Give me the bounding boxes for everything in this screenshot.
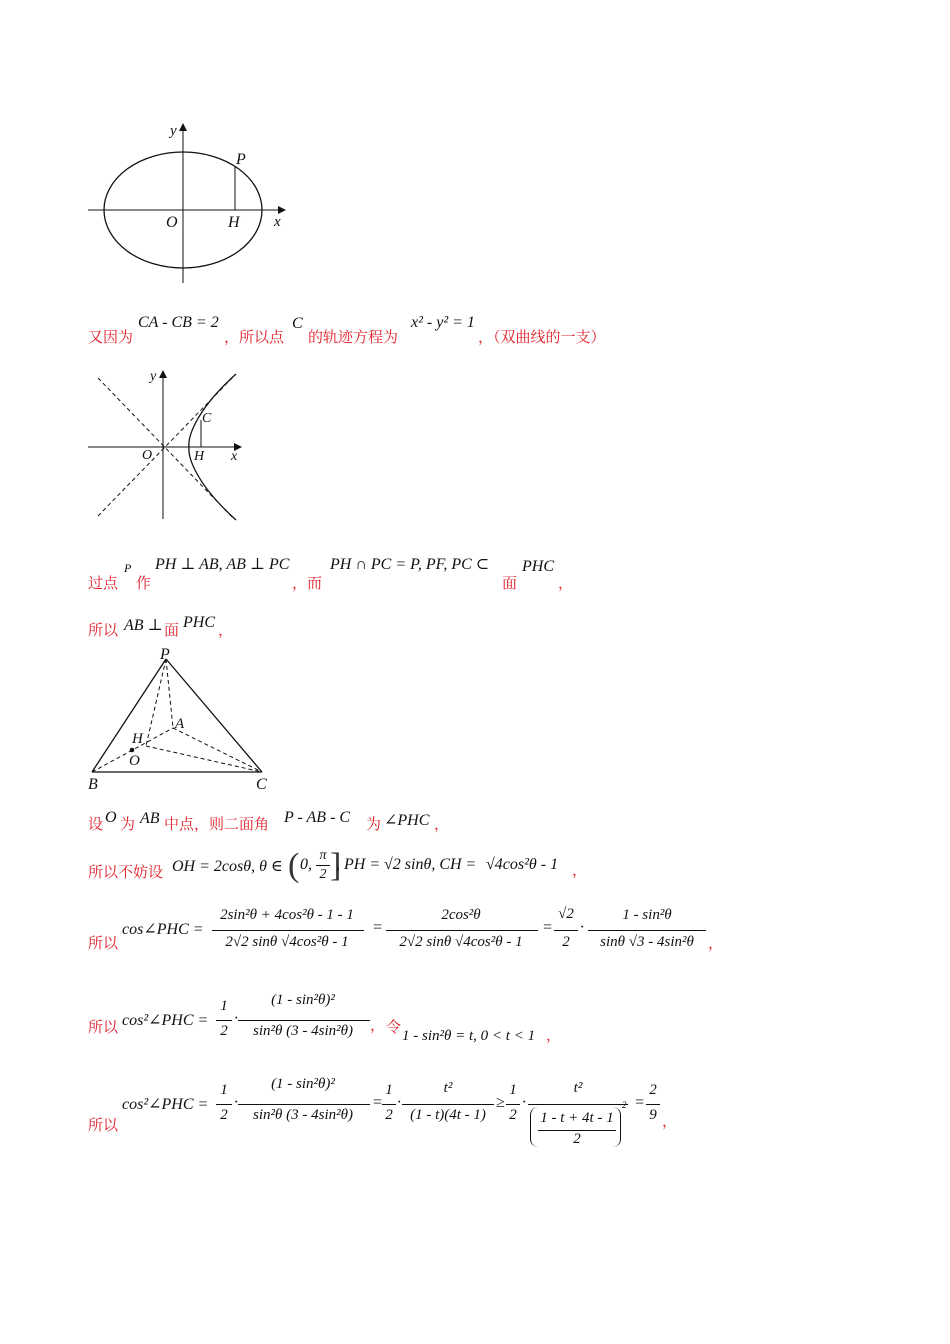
text-prefix: 又因为 xyxy=(88,328,134,346)
frac6-inner-numerator: 1 - t + 4t - 1 xyxy=(540,1110,614,1126)
math-dot3: · xyxy=(522,1094,526,1111)
text-er: ，而 xyxy=(292,574,323,592)
math-hyperbola: x² - y² = 1 xyxy=(411,314,475,331)
frac3-bar xyxy=(382,1104,396,1105)
frac3-denominator: 2 xyxy=(385,1107,393,1123)
math-oh: OH = 2cosθ, θ ∈ xyxy=(172,858,283,875)
frac3-bar xyxy=(554,930,578,931)
frac4-bar xyxy=(588,930,706,931)
math-lhs: cos²∠PHC = xyxy=(122,1012,209,1029)
frac5-bar xyxy=(506,1104,520,1105)
line-hyperbola-equation xyxy=(88,312,788,346)
math-lhs: cos²∠PHC = xyxy=(122,1096,209,1113)
frac1-numerator: 1 xyxy=(220,1082,228,1098)
frac2-bar xyxy=(238,1104,370,1105)
label-o: O xyxy=(166,214,178,231)
frac4-denominator: sinθ √3 - 4sin²θ xyxy=(600,934,694,950)
math-ab: AB xyxy=(140,810,160,827)
math-plane: PHC xyxy=(522,558,554,575)
frac7-denominator: 9 xyxy=(649,1107,657,1123)
text-tail: ， xyxy=(434,815,450,833)
math-dihedral: P - AB - C xyxy=(284,809,351,826)
frac2-numerator: (1 - sin²θ)² xyxy=(271,992,335,1008)
text-mid: 中点，则二面角 xyxy=(164,815,270,833)
label-p: P xyxy=(236,151,246,168)
text-prefix: 所以 xyxy=(88,621,119,639)
label-p: P xyxy=(160,646,170,663)
text-zuo: 作 xyxy=(136,574,152,592)
frac1-bar xyxy=(216,1104,232,1105)
frac3-numerator: √2 xyxy=(558,906,574,922)
frac4-denominator: (1 - t)(4t - 1) xyxy=(410,1107,486,1123)
text-prefix: 所以不妨设 xyxy=(88,863,164,881)
y-axis-arrow-icon xyxy=(159,370,167,378)
math-point-c: C xyxy=(292,315,303,332)
line-cos-phc xyxy=(88,902,788,958)
math-eq2: = xyxy=(372,919,383,936)
frac1-bar xyxy=(216,1020,232,1021)
frac7-numerator: 2 xyxy=(649,1082,657,1098)
text-wei: 为 xyxy=(120,815,136,833)
frac2-denominator: sin²θ (3 - 4sin²θ) xyxy=(253,1023,353,1039)
hyperbola-figure xyxy=(84,364,254,528)
label-b: B xyxy=(88,776,98,793)
line-dihedral-angle xyxy=(88,808,588,836)
frac1-numerator: 1 xyxy=(220,998,228,1014)
label-x: x xyxy=(274,214,281,230)
label-o: O xyxy=(129,753,140,769)
frac3-numerator: 1 xyxy=(385,1082,393,1098)
text-tail: ， xyxy=(708,934,724,952)
frac2-denominator: sin²θ (3 - 4sin²θ) xyxy=(253,1107,353,1123)
label-y: y xyxy=(150,369,157,384)
math-eq3: = xyxy=(634,1094,645,1111)
text-prefix: 过点 xyxy=(88,574,119,592)
frac2-denominator: 2√2 sinθ √4cos²θ - 1 xyxy=(399,934,523,950)
frac2-numerator: (1 - sin²θ)² xyxy=(271,1076,335,1092)
frac1-denominator: 2√2 sinθ √4cos²θ - 1 xyxy=(225,934,349,950)
interval-close-bracket: ] xyxy=(330,847,342,884)
ellipse-figure xyxy=(80,118,300,288)
frac6-bar xyxy=(528,1104,628,1105)
frac2-numerator: 2cos²θ xyxy=(441,907,481,923)
text-mid: ，所以点 xyxy=(224,328,285,346)
line-perpendicular xyxy=(88,552,788,590)
frac2-bar xyxy=(238,1020,370,1021)
frac1-denominator: 2 xyxy=(220,1023,228,1039)
math-plane: PHC xyxy=(183,614,215,631)
math-ch-value: √4cos²θ - 1 xyxy=(486,856,559,873)
label-y: y xyxy=(170,123,177,139)
math-ge: ≥ xyxy=(496,1094,505,1111)
label-a: A xyxy=(175,716,185,732)
math-point-p: P xyxy=(124,561,132,575)
edge-hc xyxy=(146,746,262,772)
interval-open-bracket: ( xyxy=(288,847,300,884)
frac4-bar xyxy=(402,1104,494,1105)
text-tail: ，（双曲线的一支） xyxy=(478,328,606,346)
math-ca-cb: CA - CB = 2 xyxy=(138,314,219,331)
math-eq2: = xyxy=(372,1094,383,1111)
frac4-numerator: t² xyxy=(443,1080,453,1096)
frac7-bar xyxy=(646,1104,660,1105)
math-zero: 0, xyxy=(300,856,312,873)
frac2-bar xyxy=(386,930,538,931)
text-prefix: 所以 xyxy=(88,1018,119,1036)
text-prefix: 所以 xyxy=(88,1116,119,1134)
math-eq3: = xyxy=(542,919,553,936)
math-pi: π xyxy=(319,848,327,863)
frac1-numerator: 2sin²θ + 4cos²θ - 1 - 1 xyxy=(220,907,354,923)
x-axis-arrow-icon xyxy=(278,206,286,214)
label-h: H xyxy=(194,449,205,464)
math-ph: , PH = xyxy=(336,856,381,873)
label-h: H xyxy=(132,731,143,747)
math-lhs: cos∠PHC = xyxy=(122,921,204,938)
text-tail: ， xyxy=(546,1026,562,1044)
math-square-exponent: 2 xyxy=(622,1100,627,1110)
math-angle-phc: ∠PHC xyxy=(384,812,430,829)
text-tail: ， xyxy=(218,621,234,639)
math-dot: · xyxy=(234,1010,238,1027)
edge-ac xyxy=(173,728,262,772)
frac5-numerator: 1 xyxy=(509,1082,517,1098)
label-c: C xyxy=(202,411,212,426)
text-mian: 面 xyxy=(502,574,518,592)
pyramid-figure xyxy=(84,642,284,796)
math-dot: · xyxy=(580,919,584,936)
text-prefix: 设 xyxy=(88,815,104,833)
math-two: 2 xyxy=(319,867,327,882)
line-ab-perp-plane xyxy=(88,614,488,642)
frac6-numerator: t² xyxy=(573,1080,583,1096)
math-cond1: PH ⊥ AB, AB ⊥ PC xyxy=(155,556,290,573)
line-cos-squared xyxy=(88,988,688,1048)
math-dot: · xyxy=(234,1094,238,1111)
frac4-numerator: 1 - sin²θ xyxy=(622,907,672,923)
text-suffix: 的轨迹方程为 xyxy=(308,328,399,346)
frac6-inner-denominator: 2 xyxy=(573,1131,581,1147)
math-substitution: 1 - sin²θ = t, 0 < t < 1 xyxy=(402,1028,536,1044)
text-comma: ， xyxy=(370,1016,386,1034)
label-x: x xyxy=(231,449,238,464)
text-tail: ， xyxy=(662,1112,678,1130)
edge-pa xyxy=(166,659,173,728)
y-axis-arrow-icon xyxy=(179,123,187,131)
line-final-bound xyxy=(88,1070,788,1154)
text-mian: 面 xyxy=(164,621,180,639)
text-wei2: 为 xyxy=(366,815,382,833)
label-h: H xyxy=(228,214,240,231)
math-cond2: PH ∩ PC = P, PF, PC ⊂ xyxy=(330,556,490,573)
math-o: O xyxy=(105,809,117,826)
frac5-denominator: 2 xyxy=(509,1107,517,1123)
point-o-dot xyxy=(130,748,135,753)
label-c: C xyxy=(256,776,267,793)
text-tail: ， xyxy=(572,861,588,879)
fraction-bar xyxy=(316,865,330,866)
frac3-denominator: 2 xyxy=(562,934,570,950)
label-o: O xyxy=(142,448,153,463)
math-ph-value: √2 sinθ, CH = xyxy=(384,856,477,873)
frac1-bar xyxy=(212,930,364,931)
math-ab: AB ⊥ xyxy=(124,617,163,634)
text-tail: ， xyxy=(558,574,574,592)
frac1-denominator: 2 xyxy=(220,1107,228,1123)
line-parameterize xyxy=(88,845,648,891)
text-prefix: 所以 xyxy=(88,934,119,952)
math-dot2: · xyxy=(397,1094,401,1111)
edge-ph xyxy=(146,659,166,746)
text-ling: 令 xyxy=(386,1018,402,1036)
